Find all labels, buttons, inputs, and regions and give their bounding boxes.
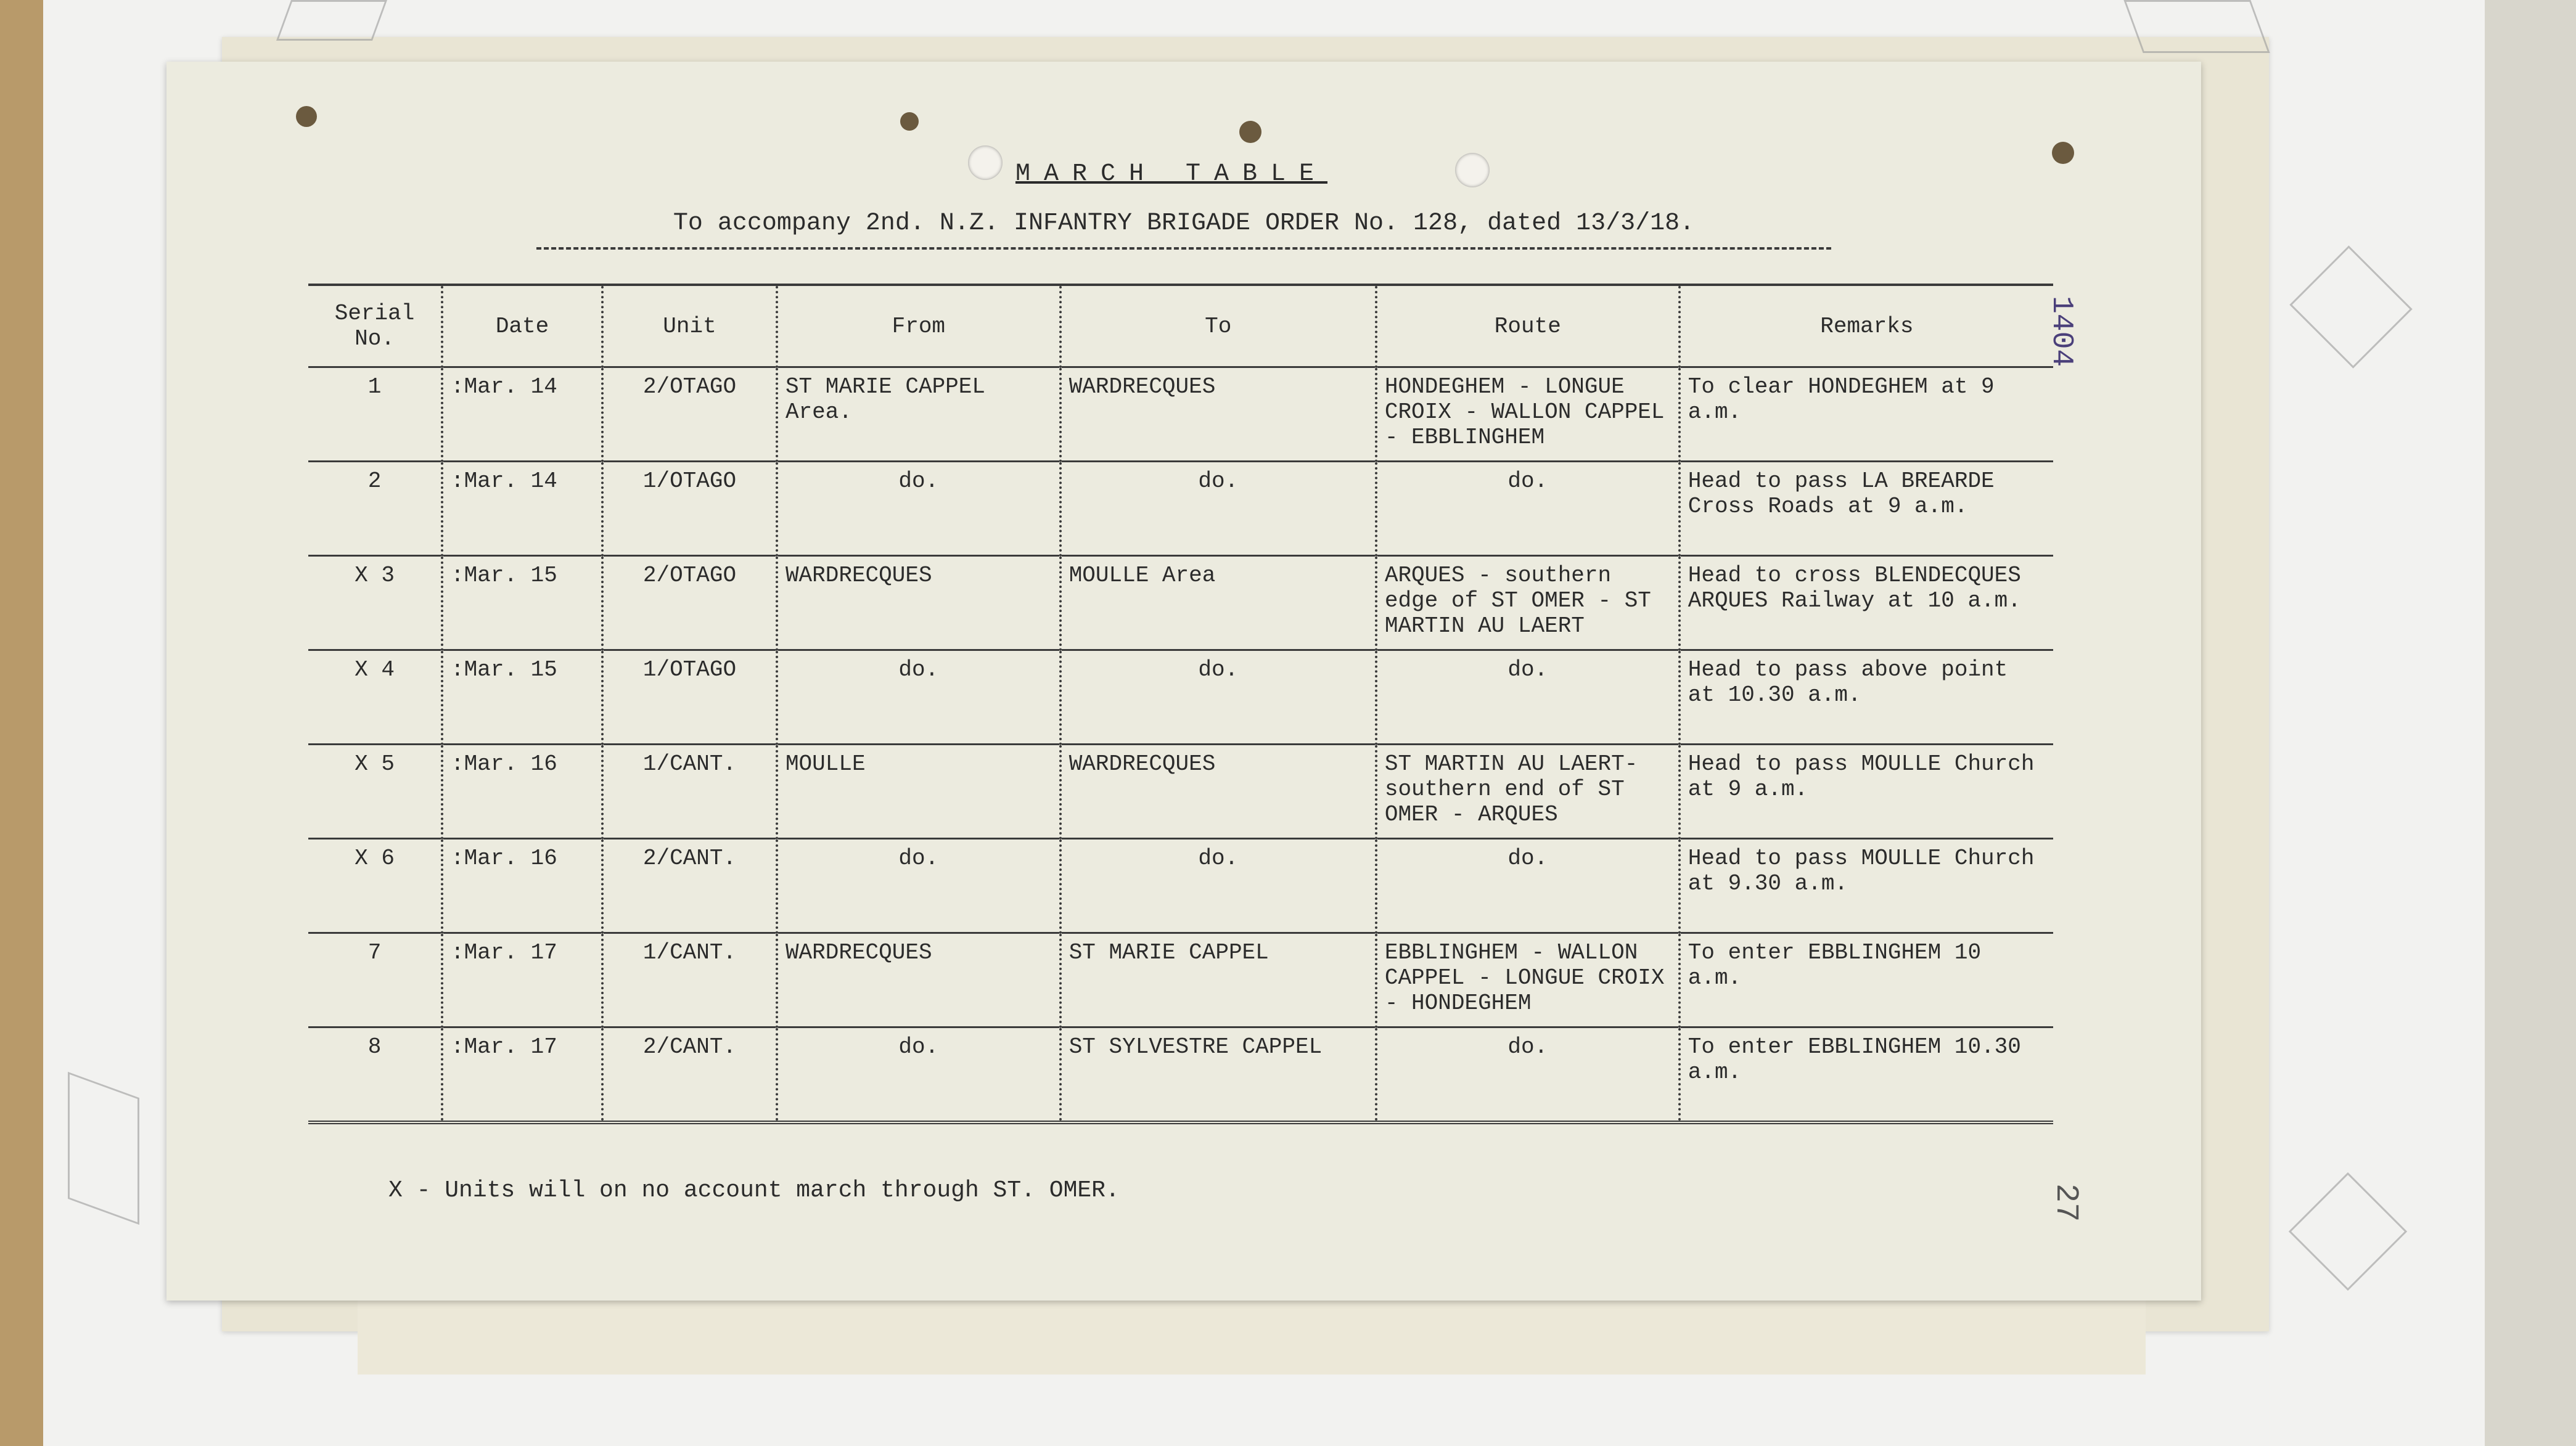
- cell-remarks: Head to pass LA BREARDE Cross Roads at 9 a.m.: [1680, 462, 2053, 556]
- march-table: [308, 284, 2053, 1124]
- cell-to: do.: [1060, 462, 1376, 556]
- cell-route: do.: [1376, 462, 1680, 556]
- cell-serial: X 3: [308, 556, 442, 650]
- header-serial: Serial No.: [308, 285, 442, 367]
- cell-to: WARDRECQUES: [1060, 745, 1376, 839]
- cell-date: :Mar. 17: [442, 933, 602, 1027]
- cell-from: ST MARIE CAPPEL Area.: [777, 367, 1060, 462]
- punch-hole: [900, 112, 919, 131]
- cell-serial: 7: [308, 933, 442, 1027]
- margin-stamp-number: 1404: [2045, 296, 2078, 367]
- cell-date: :Mar. 15: [442, 650, 602, 745]
- cell-route: HONDEGHEM - LONGUE CROIX - WALLON CAPPEL - EBBLINGHEM: [1376, 367, 1680, 462]
- footnote: X - Units will on no account march through ST. OMER.: [388, 1177, 1120, 1204]
- table-row: [308, 745, 2053, 839]
- document-subtitle: To accompany 2nd. N.Z. INFANTRY BRIGADE ORDER No. 128, dated 13/3/18.: [536, 210, 1831, 250]
- cell-date: :Mar. 14: [442, 367, 602, 462]
- cell-unit: 1/CANT.: [602, 933, 777, 1027]
- table-row: [308, 839, 2053, 933]
- cell-serial: 2: [308, 462, 442, 556]
- document-title: MARCH TABLE: [1015, 160, 1328, 188]
- cell-date: :Mar. 17: [442, 1027, 602, 1123]
- header-to: To: [1060, 285, 1376, 367]
- pencil-sketch-top-right: [2123, 0, 2270, 53]
- cell-from: WARDRECQUES: [777, 933, 1060, 1027]
- cell-date: :Mar. 15: [442, 556, 602, 650]
- cell-to: do.: [1060, 650, 1376, 745]
- table-row: [308, 933, 2053, 1027]
- cell-date: :Mar. 16: [442, 745, 602, 839]
- cell-serial: 8: [308, 1027, 442, 1123]
- cell-route: do.: [1376, 839, 1680, 933]
- cell-remarks: Head to pass above point at 10.30 a.m.: [1680, 650, 2053, 745]
- cell-to: ST MARIE CAPPEL: [1060, 933, 1376, 1027]
- cell-from: do.: [777, 462, 1060, 556]
- cell-serial: X 5: [308, 745, 442, 839]
- cell-unit: 2/CANT.: [602, 1027, 777, 1123]
- cell-to: do.: [1060, 839, 1376, 933]
- pencil-sketch-left: [68, 1072, 139, 1225]
- cell-unit: 1/OTAGO: [602, 462, 777, 556]
- pencil-sketch-top-left: [276, 0, 387, 41]
- header-from: From: [777, 285, 1060, 367]
- table-header-row: [308, 285, 2053, 367]
- cell-unit: 1/OTAGO: [602, 650, 777, 745]
- punch-hole: [296, 106, 317, 127]
- cell-remarks: To clear HONDEGHEM at 9 a.m.: [1680, 367, 2053, 462]
- cell-route: do.: [1376, 650, 1680, 745]
- cell-route: do.: [1376, 1027, 1680, 1123]
- cell-from: WARDRECQUES: [777, 556, 1060, 650]
- cell-to: ST SYLVESTRE CAPPEL: [1060, 1027, 1376, 1123]
- page-number: 27: [2048, 1183, 2084, 1222]
- table-row: [308, 462, 2053, 556]
- cell-remarks: Head to pass MOULLE Church at 9 a.m.: [1680, 745, 2053, 839]
- cell-to: MOULLE Area: [1060, 556, 1376, 650]
- punch-hole: [1455, 153, 1490, 187]
- cell-remarks: To enter EBBLINGHEM 10.30 a.m.: [1680, 1027, 2053, 1123]
- desk-surface: [0, 0, 43, 1446]
- header-remarks: Remarks: [1680, 285, 2053, 367]
- march-table-document: [166, 62, 2201, 1301]
- cell-serial: X 4: [308, 650, 442, 745]
- table-row: [308, 1027, 2053, 1123]
- cell-to: WARDRECQUES: [1060, 367, 1376, 462]
- cell-from: MOULLE: [777, 745, 1060, 839]
- cell-unit: 1/CANT.: [602, 745, 777, 839]
- cell-date: :Mar. 14: [442, 462, 602, 556]
- cell-from: do.: [777, 1027, 1060, 1123]
- table-row: [308, 367, 2053, 462]
- cell-remarks: To enter EBBLINGHEM 10 a.m.: [1680, 933, 2053, 1027]
- punch-hole: [2052, 142, 2074, 164]
- punch-hole: [1239, 121, 1261, 143]
- table-row: [308, 556, 2053, 650]
- cell-from: do.: [777, 650, 1060, 745]
- header-date: Date: [442, 285, 602, 367]
- cell-remarks: Head to cross BLENDECQUES ARQUES Railway at 10 a.m.: [1680, 556, 2053, 650]
- cell-date: :Mar. 16: [442, 839, 602, 933]
- cell-remarks: Head to pass MOULLE Church at 9.30 a.m.: [1680, 839, 2053, 933]
- cell-route: ARQUES - southern edge of ST OMER - ST MARTIN AU LAERT: [1376, 556, 1680, 650]
- cell-from: do.: [777, 839, 1060, 933]
- cell-serial: 1: [308, 367, 442, 462]
- cell-serial: X 6: [308, 839, 442, 933]
- cell-route: ST MARTIN AU LAERT- southern end of ST OMER - ARQUES: [1376, 745, 1680, 839]
- cell-unit: 2/OTAGO: [602, 367, 777, 462]
- cell-unit: 2/CANT.: [602, 839, 777, 933]
- cell-unit: 2/OTAGO: [602, 556, 777, 650]
- cell-route: EBBLINGHEM - WALLON CAPPEL - LONGUE CROIX - HONDEGHEM: [1376, 933, 1680, 1027]
- table-row: [308, 650, 2053, 745]
- header-route: Route: [1376, 285, 1680, 367]
- header-unit: Unit: [602, 285, 777, 367]
